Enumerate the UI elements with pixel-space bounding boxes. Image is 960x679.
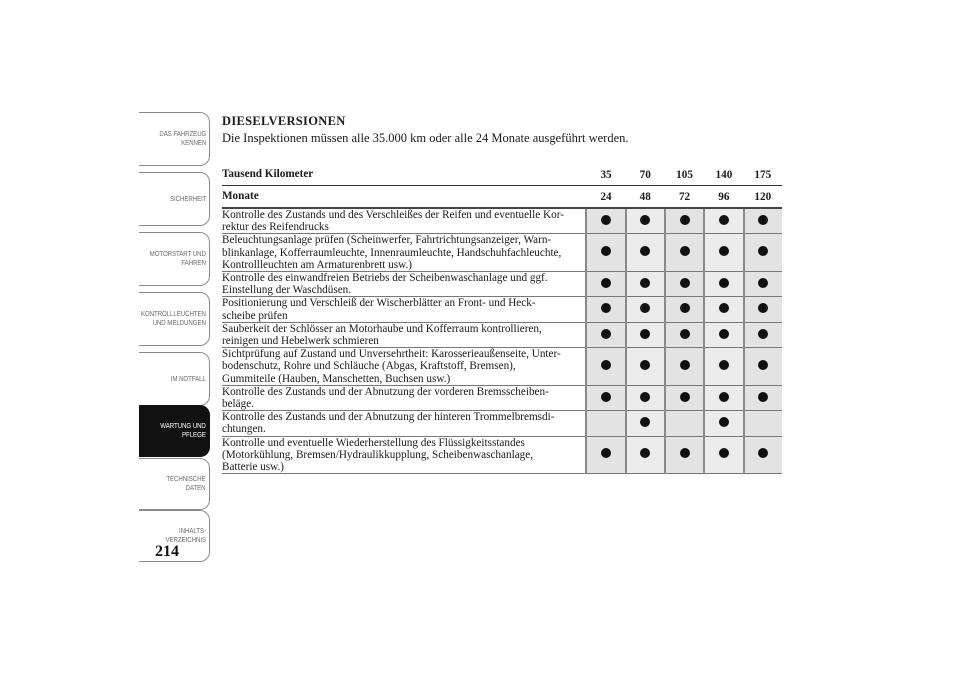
- header-months-label: Monate: [222, 186, 586, 209]
- sidebar-tab[interactable]: [139, 112, 210, 166]
- header-km-value: 105: [665, 164, 704, 186]
- schedule-cell: [744, 436, 782, 474]
- filled-circle-icon: [640, 246, 650, 256]
- schedule-cell: [626, 385, 665, 410]
- sidebar-tab-label: INHALTS- VERZEICHNIS: [165, 528, 206, 544]
- filled-circle-icon: [640, 215, 650, 225]
- schedule-cell: [665, 297, 704, 322]
- page-number: 214: [155, 543, 179, 560]
- header-km-value: 35: [586, 164, 625, 186]
- schedule-cell: [586, 385, 625, 410]
- schedule-cell: [744, 208, 782, 234]
- schedule-cell: [704, 411, 743, 436]
- table-row: [222, 411, 782, 436]
- schedule-cell: [626, 436, 665, 474]
- filled-circle-icon: [601, 246, 611, 256]
- schedule-cell: [704, 272, 743, 297]
- schedule-cell: [704, 297, 743, 322]
- filled-circle-icon: [719, 360, 729, 370]
- filled-circle-icon: [680, 392, 690, 402]
- table-row: [222, 322, 782, 347]
- schedule-cell: [665, 385, 704, 410]
- schedule-cell: [586, 208, 625, 234]
- schedule-cell: [586, 411, 625, 436]
- filled-circle-icon: [719, 215, 729, 225]
- schedule-cell: [626, 322, 665, 347]
- schedule-cell: [626, 272, 665, 297]
- sidebar-tab[interactable]: [139, 458, 210, 510]
- schedule-cell: [665, 436, 704, 474]
- filled-circle-icon: [601, 448, 611, 458]
- table-row: [222, 436, 782, 474]
- filled-circle-icon: [758, 246, 768, 256]
- filled-circle-icon: [680, 360, 690, 370]
- schedule-cell: [665, 208, 704, 234]
- row-label: Kontrolle des Zustands und der Abnutzung der hinteren Trommelbremsdi- chtungen.: [222, 411, 586, 436]
- header-months-value: 48: [626, 186, 665, 209]
- header-row-km: [222, 164, 782, 186]
- sidebar-tab-label: MOTORSTART UND FAHREN: [149, 251, 206, 267]
- header-km-value: 175: [744, 164, 782, 186]
- filled-circle-icon: [758, 392, 768, 402]
- schedule-cell: [744, 322, 782, 347]
- schedule-cell: [744, 272, 782, 297]
- schedule-cell: [744, 234, 782, 272]
- schedule-cell: [626, 297, 665, 322]
- schedule-cell: [665, 234, 704, 272]
- filled-circle-icon: [680, 278, 690, 288]
- filled-circle-icon: [680, 329, 690, 339]
- row-label: Kontrolle des Zustands und der Abnutzung der vorderen Bremsscheiben- beläge.: [222, 385, 586, 410]
- sidebar-tab[interactable]: [139, 292, 210, 346]
- filled-circle-icon: [640, 417, 650, 427]
- filled-circle-icon: [758, 448, 768, 458]
- filled-circle-icon: [719, 246, 729, 256]
- filled-circle-icon: [640, 303, 650, 313]
- sidebar-tab[interactable]: [139, 172, 210, 226]
- schedule-cell: [665, 411, 704, 436]
- filled-circle-icon: [640, 392, 650, 402]
- schedule-cell: [586, 436, 625, 474]
- table-row: [222, 208, 782, 234]
- section: [222, 114, 782, 146]
- row-label: Kontrolle und eventuelle Wiederherstellung des Flüssigkeitsstandes (Motorkühlung, Bremsen/Hydraulikkupplung, Scheibenwaschanlage, Batterie usw.): [222, 436, 586, 474]
- row-label: Sauberkeit der Schlösser an Motorhaube und Kofferraum kontrollieren, reinigen und Hebelwerk schmieren: [222, 322, 586, 347]
- header-km-value: 70: [626, 164, 665, 186]
- filled-circle-icon: [640, 329, 650, 339]
- header-km-value: 140: [704, 164, 743, 186]
- filled-circle-icon: [680, 448, 690, 458]
- header-months-value: 24: [586, 186, 625, 209]
- table-row: [222, 348, 782, 386]
- header-row-months: [222, 186, 782, 209]
- filled-circle-icon: [680, 215, 690, 225]
- schedule-cell: [586, 234, 625, 272]
- schedule-cell: [626, 234, 665, 272]
- schedule-cell: [704, 385, 743, 410]
- table-row: [222, 234, 782, 272]
- header-months-value: 96: [704, 186, 743, 209]
- sidebar-tab-label: IM NOTFALL: [170, 375, 206, 383]
- filled-circle-icon: [680, 303, 690, 313]
- filled-circle-icon: [719, 448, 729, 458]
- header-km-label: Tausend Kilometer: [222, 164, 586, 186]
- filled-circle-icon: [640, 448, 650, 458]
- row-label: Kontrolle des einwandfreien Betriebs der Scheibenwaschanlage und ggf. Einstellung der Waschdüsen.: [222, 272, 586, 297]
- schedule-cell: [744, 297, 782, 322]
- filled-circle-icon: [719, 392, 729, 402]
- header-months-value: 120: [744, 186, 782, 209]
- section-intro: Die Inspektionen müssen alle 35.000 km oder alle 24 Monate ausgeführt werden.: [222, 131, 629, 145]
- row-label: Kontrolle des Zustands und des Verschleißes der Reifen und eventuelle Kor- rektur des Reifendrucks: [222, 208, 586, 234]
- filled-circle-icon: [601, 215, 611, 225]
- filled-circle-icon: [719, 303, 729, 313]
- schedule-cell: [586, 272, 625, 297]
- sidebar-tab[interactable]: [139, 232, 210, 286]
- sidebar-tab-label: SICHERHEIT: [169, 195, 206, 203]
- filled-circle-icon: [758, 329, 768, 339]
- section-title: DIESELVERSIONEN: [222, 114, 346, 128]
- sidebar-tab-label: WARTUNG UND PFLEGE: [160, 423, 206, 439]
- schedule-cell: [626, 411, 665, 436]
- schedule-cell: [665, 322, 704, 347]
- sidebar-tab-label: KONTROLLLEUCHTEN UND MELDUNGEN: [141, 311, 206, 327]
- filled-circle-icon: [601, 278, 611, 288]
- filled-circle-icon: [758, 360, 768, 370]
- filled-circle-icon: [758, 303, 768, 313]
- schedule-cell: [704, 208, 743, 234]
- schedule-cell: [586, 297, 625, 322]
- row-label: Beleuchtungsanlage prüfen (Scheinwerfer, Fahrtrichtungsanzeiger, Warn- blinkanlage, Kofferraumleuchte, Innenraumleuchte, Handschuhfachleuchte, Kontrollleuchten am Armaturenbrett usw.): [222, 234, 586, 272]
- schedule-cell: [586, 322, 625, 347]
- schedule-cell: [704, 234, 743, 272]
- schedule-cell: [626, 348, 665, 386]
- filled-circle-icon: [719, 278, 729, 288]
- filled-circle-icon: [758, 278, 768, 288]
- filled-circle-icon: [601, 303, 611, 313]
- schedule-cell: [704, 436, 743, 474]
- schedule-cell: [586, 348, 625, 386]
- header-months-value: 72: [665, 186, 704, 209]
- filled-circle-icon: [680, 246, 690, 256]
- filled-circle-icon: [601, 360, 611, 370]
- schedule-cell: [665, 348, 704, 386]
- schedule-cell: [744, 348, 782, 386]
- schedule-cell: [665, 272, 704, 297]
- filled-circle-icon: [719, 329, 729, 339]
- filled-circle-icon: [640, 278, 650, 288]
- filled-circle-icon: [601, 329, 611, 339]
- sidebar-tab-label: TECHNISCHE DATEN: [166, 476, 206, 492]
- sidebar-tab[interactable]: [139, 352, 210, 406]
- filled-circle-icon: [758, 215, 768, 225]
- schedule-cell: [744, 411, 782, 436]
- row-label: Sichtprüfung auf Zustand und Unversehrtheit: Karosserieaußenseite, Unter- bodenschutz, Rohre und Schläuche (Abgas, Kraftstoff, Bremsen), Gummiteile (Hauben, Manschetten, Buchsen usw.): [222, 348, 586, 386]
- filled-circle-icon: [640, 360, 650, 370]
- row-label: Positionierung und Verschleiß der Wischerblätter an Front- und Heck- scheibe prüfen: [222, 297, 586, 322]
- sidebar-tab-label: DAS FAHRZEUG KENNEN: [159, 131, 206, 147]
- schedule-cell: [744, 385, 782, 410]
- filled-circle-icon: [601, 392, 611, 402]
- maintenance-schedule-table: [222, 164, 782, 474]
- schedule-cell: [704, 322, 743, 347]
- schedule-cell: [704, 348, 743, 386]
- table-row: [222, 272, 782, 297]
- table-row: [222, 385, 782, 410]
- sidebar-tab[interactable]: [139, 405, 210, 457]
- table-row: [222, 297, 782, 322]
- schedule-cell: [626, 208, 665, 234]
- filled-circle-icon: [719, 417, 729, 427]
